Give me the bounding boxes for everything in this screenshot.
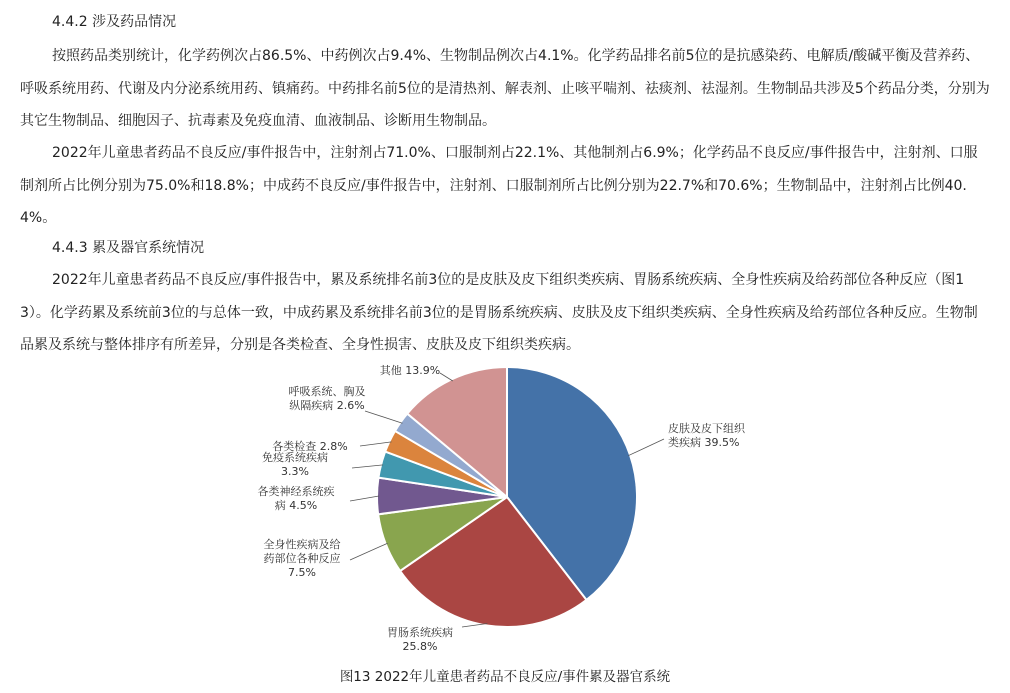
leader-line-3: [350, 496, 379, 501]
slice-label-4: [262, 450, 328, 478]
slice-label-line: 纵隔疾病 2.6%: [289, 399, 365, 412]
section-heading-4-4-2: 4.4.2 涉及药品情况: [52, 14, 177, 30]
slice-label-line: 呼吸系统、胸及: [288, 385, 366, 398]
slice-label-line: 各类检查 2.8%: [272, 440, 348, 453]
slice-label-line: 其他 13.9%: [379, 364, 441, 377]
paragraph-dosage-forms: 2022年儿童患者药品不良反应/事件报告中，注射剂占71.0%、口服制剂占22.1%、其他制剂占6.9%；化学药品不良反应/事件报告中，注射剂、口服制剂所占比例分别为75.0%和18.8%；中成药不良反应/事件报告中，注射剂、口服制剂所占比例分别为22.7%和70.6%；生物制品中，注射剂占比例40.4%。: [20, 145, 978, 226]
section-heading-4-4-3: 4.4.3 累及器官系统情况: [52, 240, 205, 256]
slice-label-line: 25.8%: [402, 640, 438, 653]
paragraph-organ-systems: 2022年儿童患者药品不良反应/事件报告中，累及系统排名前3位的是皮肤及皮下组织类疾病、胃肠系统疾病、全身性疾病及给药部位各种反应（图13）。化学药累及系统前3位的与总体一致，中成药累及系统排名前3位的是胃肠系统疾病、皮肤及皮下组织类疾病、全身性疾病及给药部位各种反应。生物制品累及系统与整体排序有所差异，分别是各类检查、全身性损害、皮肤及皮下组织类疾病。: [20, 272, 978, 353]
pie-chart-organ-systems: [0, 355, 1010, 665]
leader-line-4: [352, 465, 383, 468]
slice-label-2: [264, 537, 341, 579]
leader-line-0: [628, 439, 664, 456]
slice-label-line: 类疾病 39.5%: [668, 436, 740, 449]
slice-label-7: [380, 363, 440, 377]
slice-label-line: 皮肤及皮下组织: [668, 422, 745, 435]
leader-line-2: [350, 543, 388, 560]
slice-label-line: 病 4.5%: [274, 499, 318, 512]
slice-label-line: 3.3%: [281, 465, 309, 478]
leader-line-7: [440, 373, 453, 381]
slice-label-line: 胃肠系统疾病: [387, 626, 453, 639]
slice-label-3: [258, 484, 335, 512]
paragraph-drug-categories: 按照药品类别统计，化学药例次占86.5%、中药例次占9.4%、生物制品例次占4.1%。化学药品排名前5位的是抗感染药、电解质/酸碱平衡及营养药、呼吸系统用药、代谢及内分泌系统用药、镇痛药。中药排名前5位的是清热剂、解表剂、止咳平喘剂、祛痰剂、祛湿剂。生物制品共涉及5个药品分类，分别为其它生物制品、细胞因子、抗毒素及免疫血清、血液制品、诊断用生物制品。: [20, 48, 990, 129]
slice-label-1: [387, 625, 453, 653]
slice-label-0: [668, 421, 746, 449]
slice-label-6: [289, 384, 366, 412]
slice-label-line: 药部位各种反应: [263, 552, 341, 565]
slice-label-line: 全身性疾病及给: [263, 538, 341, 551]
figure-caption: 图13 2022年儿童患者药品不良反应/事件累及器官系统: [339, 669, 671, 685]
slice-label-line: 各类神经系统疾: [257, 485, 335, 498]
slice-label-line: 7.5%: [288, 566, 316, 579]
leader-line-6: [365, 411, 402, 423]
slice-label-5: [272, 439, 347, 453]
slice-label-line: 免疫系统疾病: [262, 451, 328, 464]
